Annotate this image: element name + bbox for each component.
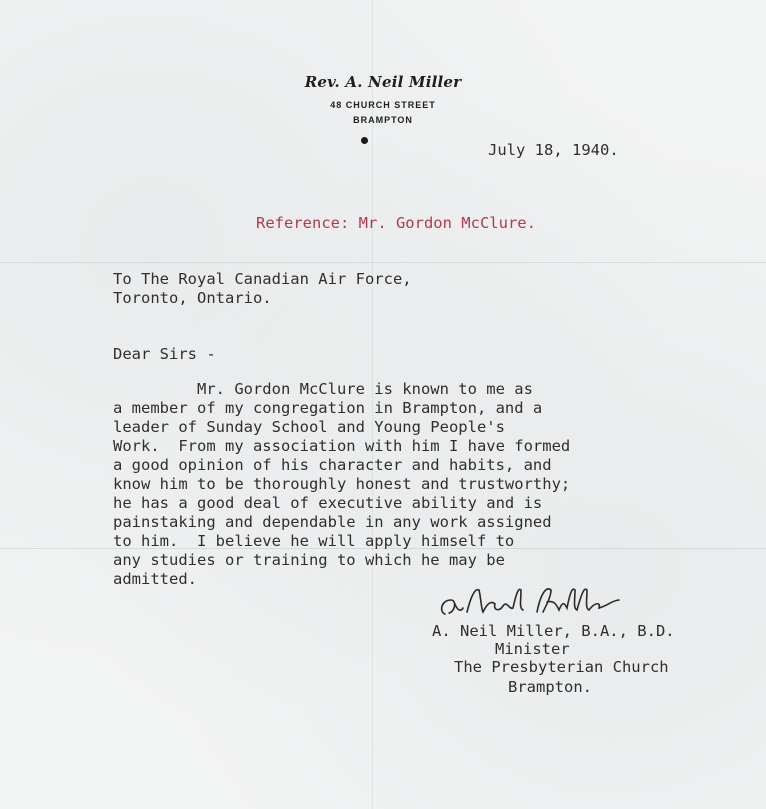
body-line: leader of Sunday School and Young People's: [113, 418, 505, 436]
signatory-town: Brampton.: [508, 678, 592, 696]
handwritten-signature: [437, 582, 637, 622]
body-line: painstaking and dependable in any work assigned: [113, 513, 552, 531]
recipient-line: To The Royal Canadian Air Force,: [113, 270, 412, 288]
body-line: a good opinion of his character and habits, and: [113, 456, 552, 474]
paper-fold-line: [0, 262, 766, 263]
recipient-line: Toronto, Ontario.: [113, 289, 272, 307]
signatory-church: The Presbyterian Church: [454, 658, 669, 676]
letterhead-dot: [361, 137, 368, 144]
body-line: Mr. Gordon McClure is known to me as: [113, 380, 533, 398]
signatory-name: A. Neil Miller, B.A., B.D.: [432, 622, 675, 640]
body-line: Work. From my association with him I have formed: [113, 437, 571, 455]
salutation: Dear Sirs -: [113, 345, 216, 363]
body-line: a member of my congregation in Brampton, and a: [113, 399, 543, 417]
letterhead-street: 48 CHURCH STREET: [330, 100, 436, 110]
body-line: know him to be thoroughly honest and trustworthy;: [113, 475, 571, 493]
body-line: to him. I believe he will apply himself to: [113, 532, 515, 550]
letterhead-city: BRAMPTON: [353, 115, 413, 125]
letter-date: July 18, 1940.: [488, 141, 619, 159]
body-line: admitted.: [113, 570, 197, 588]
reference-line: Reference: Mr. Gordon McClure.: [256, 214, 536, 232]
body-line: he has a good deal of executive ability and is: [113, 494, 543, 512]
letterhead-name: Rev. A. Neil Miller: [304, 73, 462, 91]
body-line: any studies or training to which he may be: [113, 551, 505, 569]
signatory-title: Minister: [495, 640, 570, 658]
